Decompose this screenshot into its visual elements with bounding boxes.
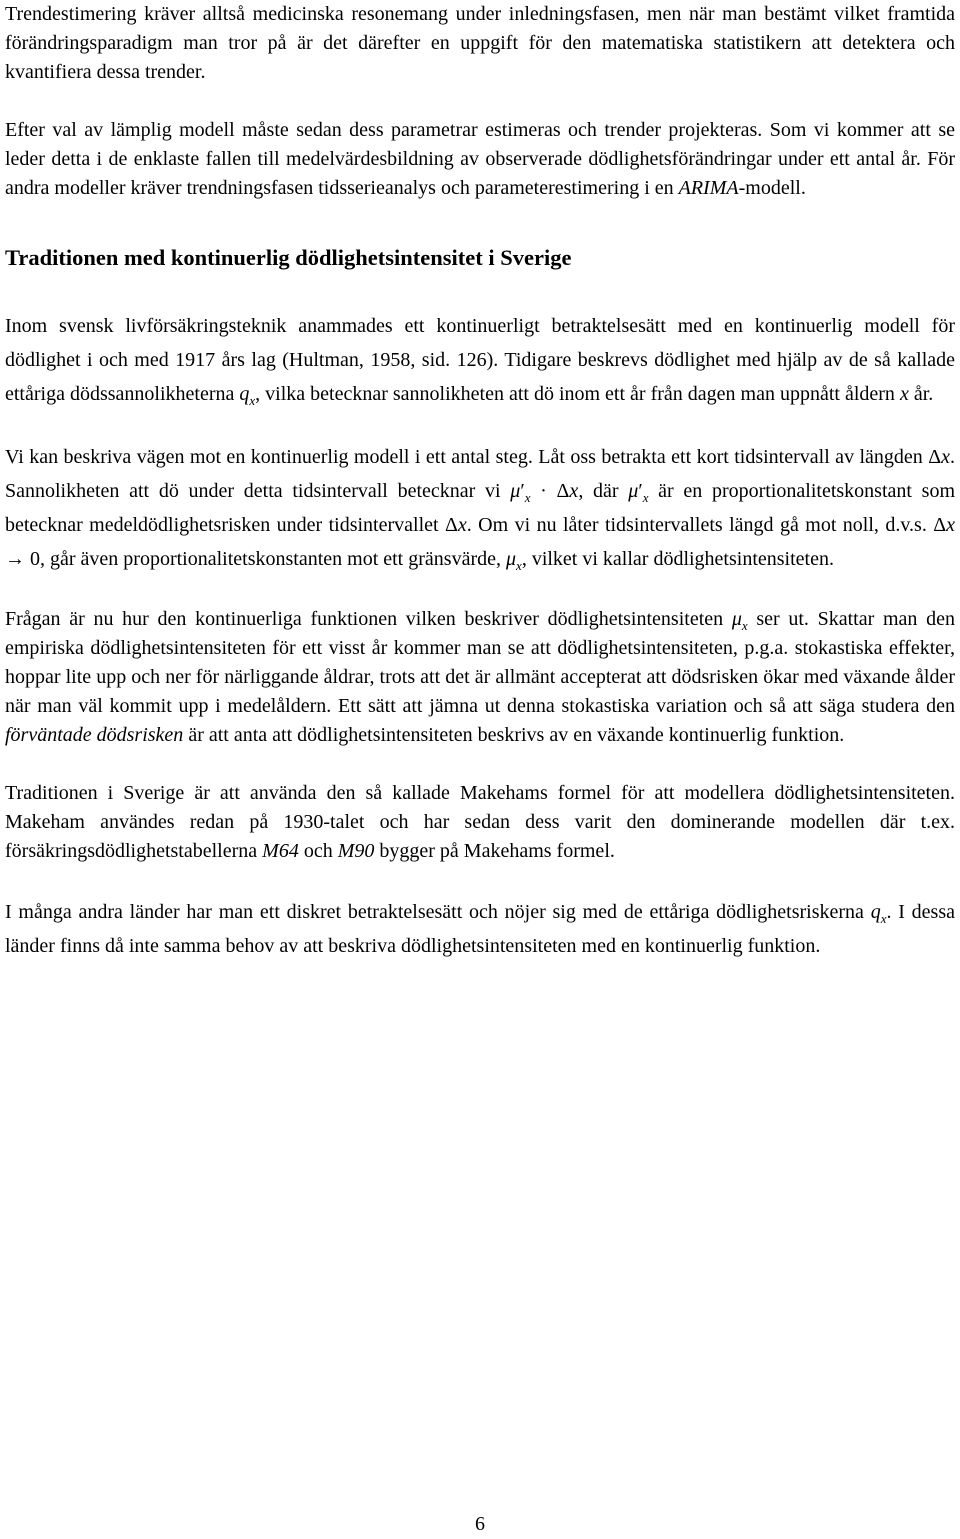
arima-term: ARIMA (678, 177, 739, 199)
paragraph-continuous-model: Vi kan beskriva vägen mot en kontinuerlig modell i ett antal steg. Låt oss betrakta ett kort tidsintervall av längden Δx. Sannolikheten att dö under detta tidsintervall betecknar vi $\mu'_x \cdot \Delta x$, där $\mu'_x$ är en proportionalitetskonstant som betecknar medeldödlighetsrisken under tidsintervallet Δx. Om vi nu låter tidsintervallets längd gå mot noll, d.v.s. Δx → 0, går även proportionalitetskonstanten mot ett gränsvärde, $\mu_x$, vilket vi kallar dödlighetsintensiteten. (5, 446, 956, 573)
paragraph-swedish-tradition: Inom svensk livförsäkringsteknik anammades ett kontinuerligt betraktelsesätt med en kontinuerlig modell för dödlighet i och med 1917 års lag (Hultman, 1958, sid. 126). Tidigare beskrevs dödlighet med hjälp av de så kallade ettåriga dödssannolikheterna $q_x$, vilka betecknar sannolikheten att dö inom ett år från dagen man uppnått åldern x år. (5, 315, 955, 408)
paragraph-discrete-approach: I många andra länder har man ett diskret betraktelsesätt och nöjer sig med de ettåriga dödlighetsriskerna $q_x$. I dessa länder finns då inte samma behov av att beskriva dödlighetsintensiteten med en kontinuerlig funktion. (5, 901, 955, 957)
mu-prime-delta-x-symbol: $\mu'_x \cdot \Delta x$ (510, 480, 579, 505)
delta-x-symbol: Δx (928, 446, 950, 468)
paragraph-trend-estimation: Trendestimering kräver alltså medicinska resonemang under inledningsfasen, men när man bestämt vilket framtida förändringsparadigm man tror på är det därefter en uppgift för den matematiska statistikern att detektera och kvantifiera dessa trender. (5, 3, 955, 83)
qx-symbol: $q_x$ (239, 383, 256, 408)
m64-term: M64 (262, 840, 299, 862)
paragraph-intensity-function: Frågan är nu hur den kontinuerliga funktionen vilken beskriver dödlighetsintensiteten $\mu_x$ ser ut. Skattar man den empiriska dödlighetsintensiteten för ett visst år kommer man se att dödlighetsintensiteten, p.g.a. stokastiska effekter, hoppar lite upp och ner för närliggande åldrar, trots att det är allmänt accepterat att dödsrisken ökar med växande ålder när man väl kommit upp i medelåldern. Ett sätt att jämna ut denna stokastiska variation och så att säga studera den förväntade dödsrisken är att anta att dödlighetsintensiteten beskrivs av en växande kontinuerlig funktion. (5, 608, 955, 746)
expected-death-risk-term: förväntade dödsrisken (5, 724, 184, 746)
section-heading: Traditionen med kontinuerlig dödlighetsintensitet i Sverige (5, 245, 572, 270)
paragraph-model-choice: Efter val av lämplig modell måste sedan dess parametrar estimeras och trender projekteras. Som vi kommer att se leder detta i de enklaste fallen till medelvärdesbildning av observerade dödlighetsförändringar under ett antal år. För andra modeller kräver trendningsfasen tidsserieanalys och parameterestimering i en ARIMA-modell. (5, 119, 955, 199)
x-symbol: x (899, 383, 909, 405)
mu-x-symbol-2: $\mu_x$ (731, 608, 748, 633)
page-number: 6 (475, 1513, 485, 1535)
document-page (5, 0, 955, 963)
mu-prime-symbol: $\mu'_x$ (628, 480, 649, 505)
qx-symbol-2: $q_x$ (870, 901, 887, 926)
mu-x-symbol: $\mu_x$ (505, 548, 522, 573)
m90-term: M90 (337, 840, 375, 862)
limit-expression: Δx → 0 (5, 514, 956, 570)
delta-x-symbol-2: Δx (445, 514, 467, 536)
paragraph-makeham: Traditionen i Sverige är att använda den så kallade Makehams formel för att modellera dödlighetsintensiteten. Makeham användes redan på 1930-talet och har sedan dess varit den dominerande modellen där t.ex. försäkringsdödlighetstabellerna M64 och M90 bygger på Makehams formel. (5, 782, 955, 862)
